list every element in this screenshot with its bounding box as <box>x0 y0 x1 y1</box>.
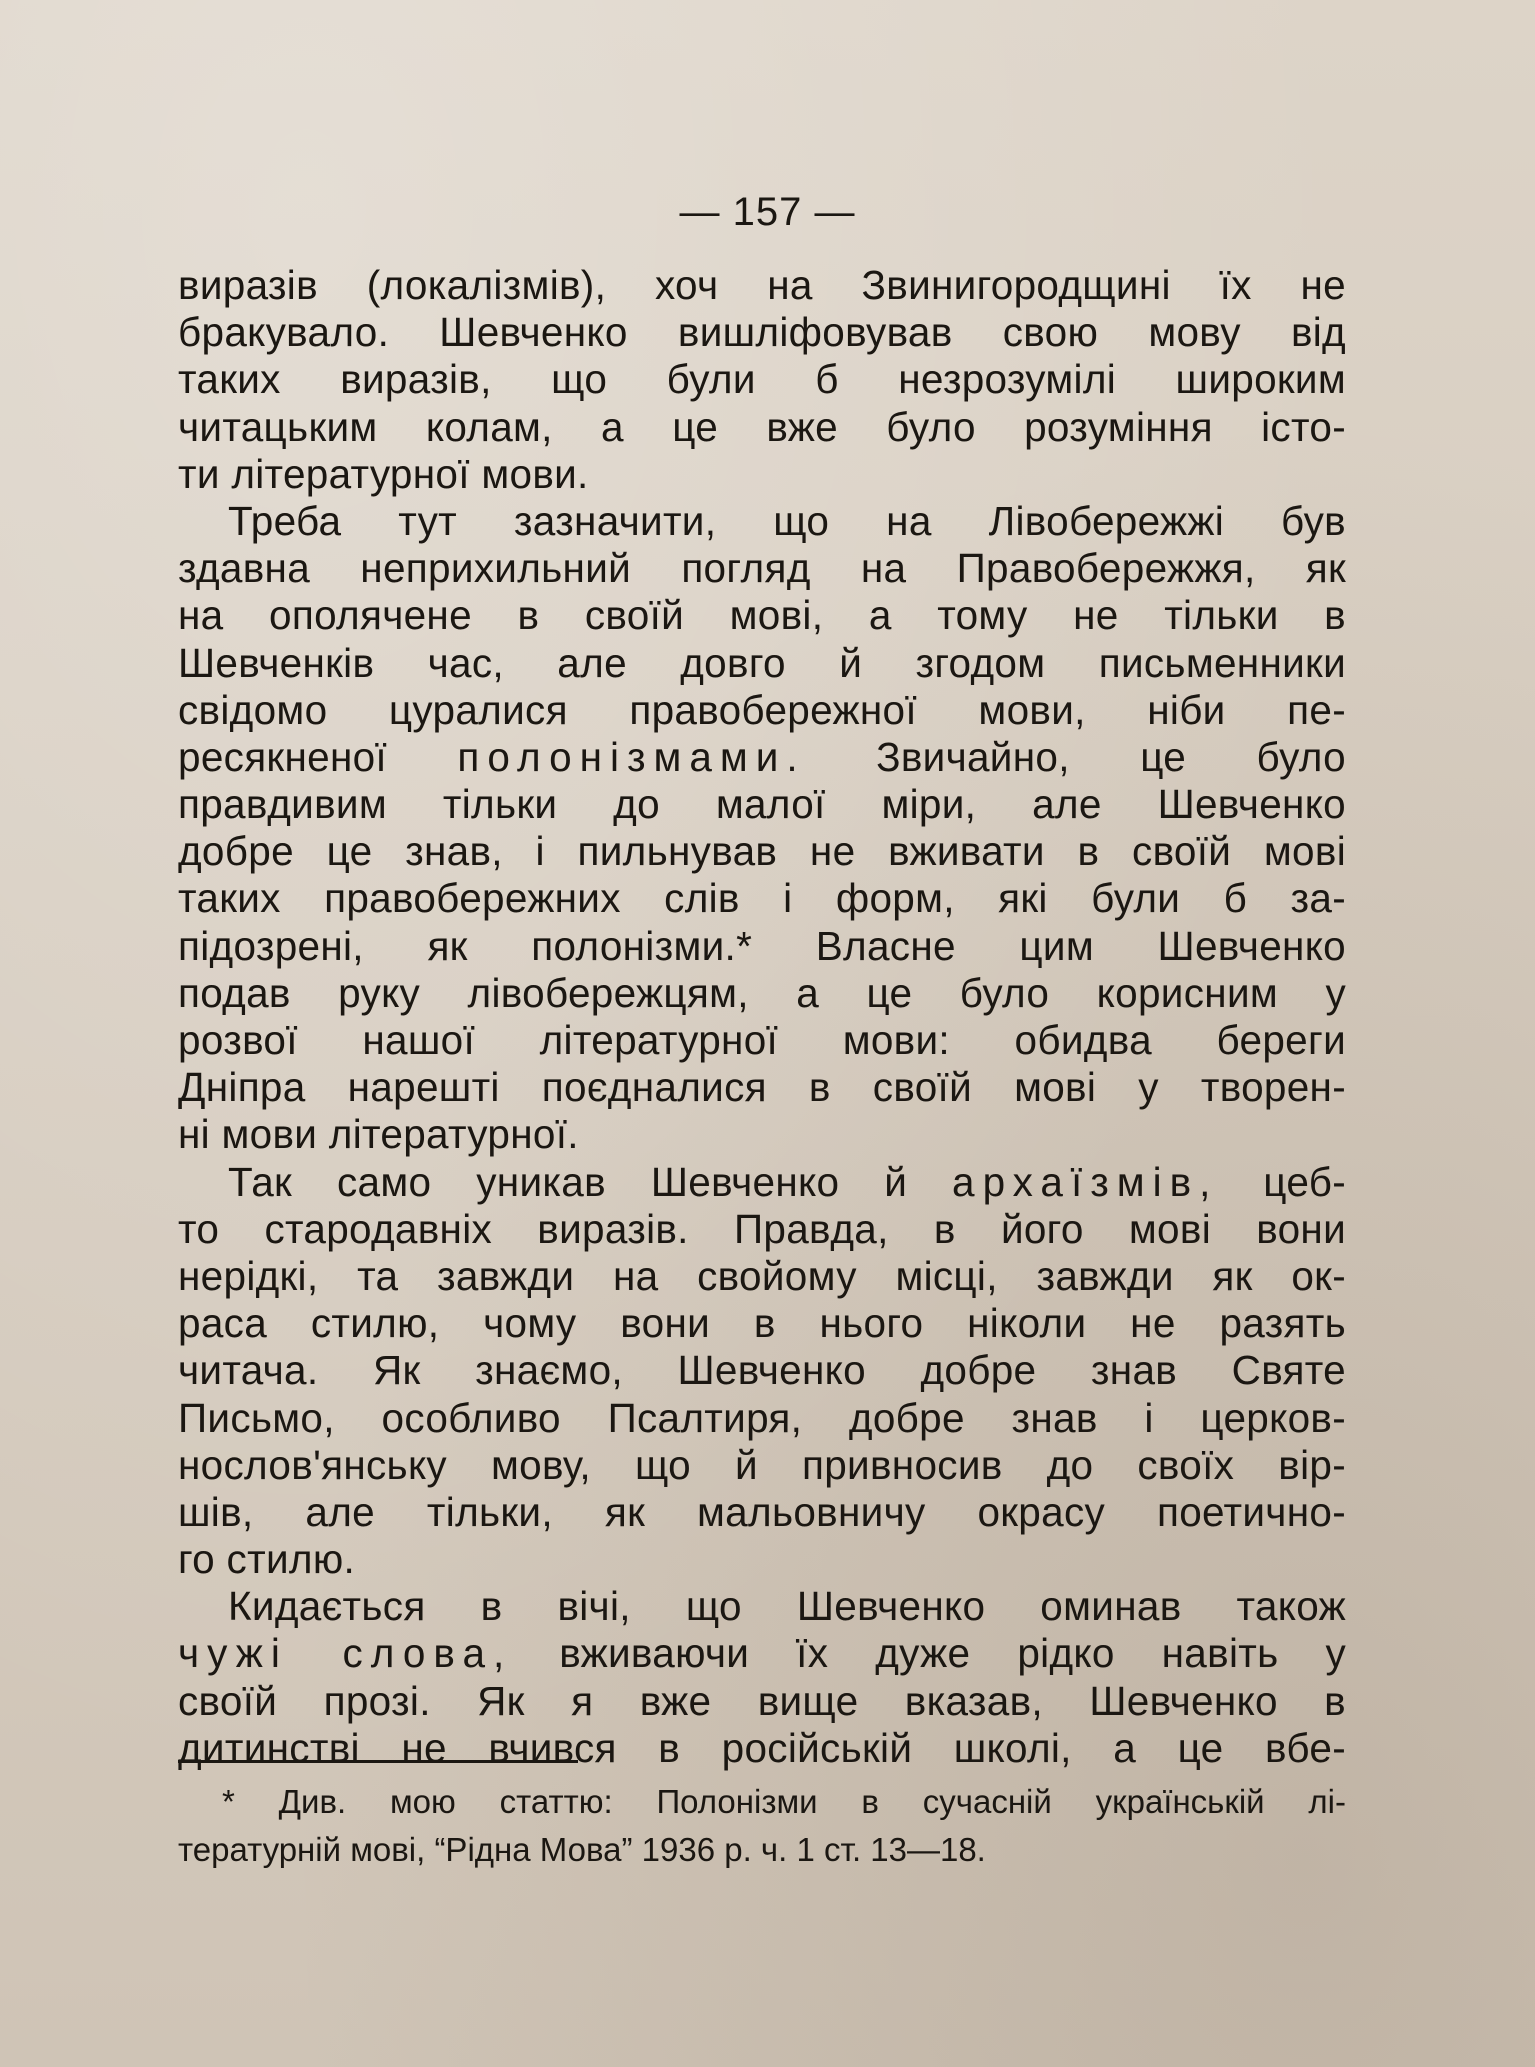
paragraph-4 <box>178 1583 1346 1772</box>
text-line: Шевченків час, але довго й згодом письменники <box>178 639 1346 686</box>
text-line: Треба тут зазначити, що на Лівобережжі був <box>228 497 1346 544</box>
text-line: читацьким колам, а це вже було розуміння істо- <box>178 403 1346 450</box>
text-segment: ресякненої <box>178 733 458 780</box>
text-line: ні мови літературної. <box>178 1111 579 1158</box>
emphasis-term: полонізмами. <box>457 733 806 780</box>
text-line: підозрені, як полонізми.* Власне цим Шевченко <box>178 922 1346 969</box>
text-line: бракувало. Шевченко вишліфовував свою мову від <box>178 309 1346 356</box>
footnote-divider <box>178 1760 578 1763</box>
text-line: Кидається в вічі, що Шевченко оминав також <box>228 1583 1346 1630</box>
text-segment: вживаючи їх дуже рідко навіть у <box>512 1630 1346 1677</box>
text-line: подав руку лівобережцям, а це було корисним у <box>178 969 1346 1016</box>
text-line: то стародавніх виразів. Правда, в його мові вони <box>178 1205 1346 1252</box>
text-line: таких правобережних слів і форм, які були б за- <box>178 875 1346 922</box>
paragraph-3 <box>178 1159 1346 1584</box>
text-line: го стилю. <box>178 1536 356 1583</box>
text-line: добре це знав, і пильнував не вживати в своїй мові <box>178 828 1346 875</box>
footnote <box>178 1778 1346 1874</box>
text-segment: цеб- <box>1218 1158 1347 1205</box>
text-line: на ополячене в своїй мові, а тому не тільки в <box>178 592 1346 639</box>
text-segment: Так само уникав Шевченко й <box>228 1158 953 1205</box>
text-line: свідомо цуралися правобережної мови, ніби пе- <box>178 686 1346 733</box>
text-segment: Звичайно, це було <box>805 733 1346 780</box>
text-line: здавна неприхильний погляд на Правобережжя, як <box>178 545 1346 592</box>
text-line: читача. Як знаємо, Шевченко добре знав Святе <box>178 1347 1346 1394</box>
text-line: правдивим тільки до малої міри, але Шевченко <box>178 781 1346 828</box>
text-line: розвої нашої літературної мови: обидва береги <box>178 1017 1346 1063</box>
text-line: нослов'янську мову, що й привносив до своїх вір- <box>178 1441 1346 1488</box>
text-line: нерідкі, та завжди на свойому місці, завжди як ок- <box>178 1252 1346 1299</box>
text-line: своїй прозі. Як я вже вище вказав, Шевченко в <box>178 1677 1346 1724</box>
text-line: шів, але тільки, як мальовничу окрасу поетично- <box>178 1488 1346 1535</box>
footnote-line: * Див. мою статтю: Полонізми в сучасній українській лі- <box>222 1783 1346 1820</box>
text-line-with-emphasis <box>178 1159 1346 1206</box>
page-number: — 157 — <box>679 190 856 234</box>
text-line: таких виразів, що були б незрозумілі широким <box>178 356 1346 403</box>
emphasis-term: чужі слова, <box>178 1630 513 1677</box>
text-line-with-emphasis <box>178 734 1346 781</box>
text-line-with-emphasis <box>178 1630 1346 1677</box>
paragraph-2 <box>178 498 1346 1159</box>
text-line: Дніпра нарешті поєдналися в своїй мові у творен- <box>178 1064 1346 1111</box>
text-line: виразів (локалізмів), хоч на Звинигородщині їх не <box>178 262 1346 308</box>
text-line: дитинстві не вчився в російській школі, а це вбе- <box>178 1724 1346 1771</box>
footnote-line: тературній мові, “Рідна Мова” 1936 р. ч. 1 ст. 13—18. <box>178 1831 986 1868</box>
paragraph-1 <box>178 262 1346 498</box>
emphasis-term: архаїзмів, <box>952 1158 1219 1205</box>
text-line: ти літературної мови. <box>178 450 589 497</box>
text-line: раса стилю, чому вони в нього ніколи не разять <box>178 1300 1346 1347</box>
main-text <box>178 262 1346 1772</box>
text-line: Письмо, особливо Псалтиря, добре знав і церков- <box>178 1394 1346 1441</box>
